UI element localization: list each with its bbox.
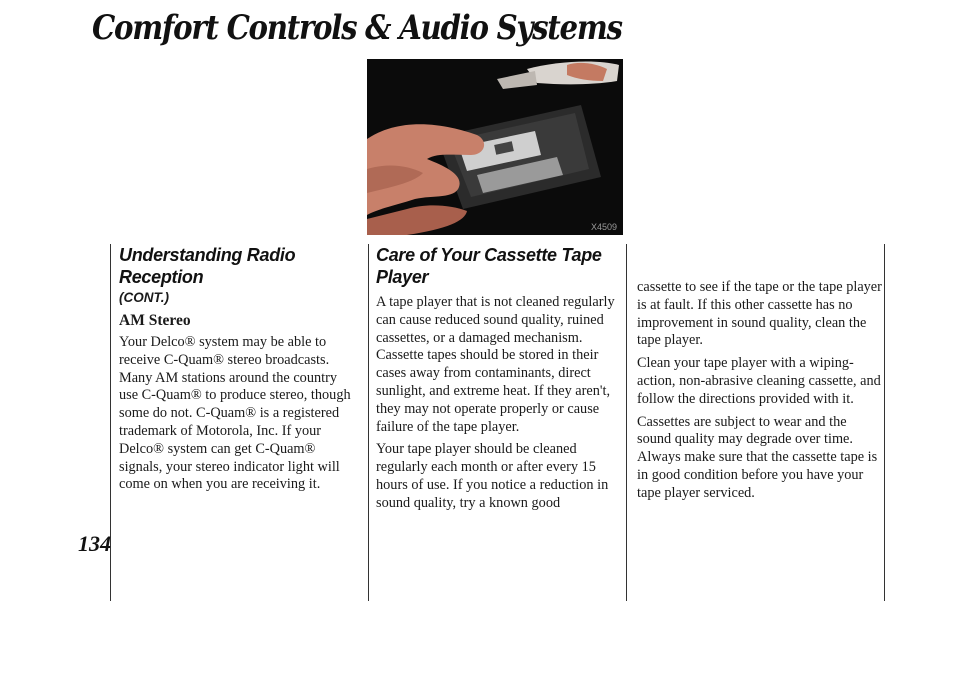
paragraph: A tape player that is not cleaned regularly can cause reduced sound quality, ruined cassettes, or a damaged mechanism. Cassette tapes should be stored in their cases away from contaminants, direct sunlight, and extreme heat. If they aren't, they may not operate properly or cause failure of the tape player.: [376, 294, 615, 435]
paragraph: Your tape player should be cleaned regularly each month or after every 15 hours of use. If you notice a reduction in sound quality, try a known good: [376, 441, 609, 511]
paragraph: cassette to see if the tape or the tape player is at fault. If this other cassette has no improvement in sound quality, clean the tape player.: [637, 279, 882, 349]
column-divider-2: [626, 244, 627, 601]
cassette-cleaning-photo: [367, 59, 623, 235]
photo-code: X4509: [590, 222, 617, 232]
cassette-cleaning-illustration: [367, 59, 623, 235]
column-cassette-care: [376, 244, 616, 518]
continued-label: (CONT.): [119, 290, 169, 305]
column-radio-reception: [119, 244, 359, 499]
right-margin-rule: [884, 244, 885, 601]
paragraph: Cassettes are subject to wear and the sound quality may degrade over time. Always make sure that the cassette tape is in good condition before you have your tape player serviced.: [637, 413, 878, 501]
paragraph: Clean your tape player with a wiping-action, non-abrasive cleaning cassette, and follow the directions provided with it.: [637, 355, 881, 407]
column-divider-1: [368, 244, 369, 601]
section-heading-radio-reception: Understanding Radio Reception: [119, 245, 296, 287]
column-cassette-care-continued: [637, 279, 882, 508]
subheading-am-stereo: AM Stereo: [119, 312, 191, 329]
page-title: Comfort Controls & Audio Systems: [92, 8, 622, 48]
section-heading-cassette-care: Care of Your Cassette Tape Player: [376, 245, 602, 287]
page-number: 134: [78, 531, 111, 556]
paragraph: Your Delco® system may be able to receive C-Quam® stereo broadcasts. Many AM stations around the country use C-Quam® to produce stereo, though some do not. C-Quam® is a registered trademark of Motorola, Inc. If your Delco® system can get C-Quam® signals, your stereo indicator light will come on when you are receiving it.: [119, 334, 351, 493]
